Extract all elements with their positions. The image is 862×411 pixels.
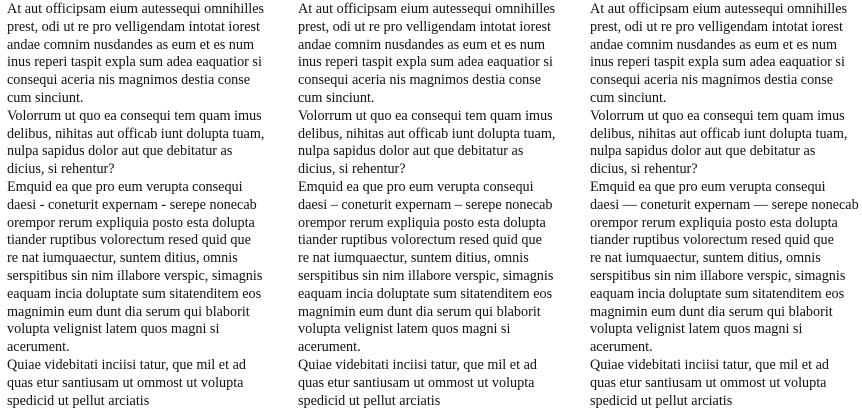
paragraph [7,108,279,179]
text-line: Emquid ea que pro eum verupta consequi [298,178,534,195]
text-line: acerument. [7,339,70,356]
text-line: nulpa sapidus dolor aut que debitatur as [7,143,233,160]
text-line: prest, odi ut re pro velligendam intotat iorest [590,18,843,35]
text-line: inus reperi taspit expla sum adea eaquatior si [298,54,553,71]
text-line: Quiae videbitati inciisi tatur, que mil et ad [590,356,829,373]
text-line: nulpa sapidus dolor aut que debitatur as [590,143,816,160]
text-line: consequi aceria nis magnimos destia conse [298,72,542,89]
paragraph [7,179,279,357]
paragraph [298,1,570,108]
paragraph [298,179,570,357]
text-line: cum sinciunt. [590,89,667,106]
text-line: eaquam incia doluptate sum sitatenditem eos [7,285,262,302]
text-line: magnimin eum dunt dia serum qui blaborit [298,303,541,320]
paragraph [590,1,862,108]
text-line: At aut officipsam eium autessequi omnihilles [7,1,265,17]
text-line: Emquid ea que pro eum verupta consequi [7,178,243,195]
text-line: tiander ruptibus volorectum resed quid que [298,232,542,249]
text-line: andae comnim nusdandes as eum et es num [590,36,838,53]
text-line: dicius, si rehentur? [7,161,115,178]
text-line: cum sinciunt. [298,89,375,106]
text-line: re nat iumquaectur, suntem ditius, omnis [7,250,238,267]
text-line: magnimin eum dunt dia serum qui blaborit [7,303,250,320]
text-line: delibus, nihitas aut officab iunt dolupta tuam, [590,125,848,142]
text-line: serspitibus sin nim illabore verspic, simagnis [298,267,554,284]
text-line: acerument. [590,339,653,356]
text-line: delibus, nihitas aut officab iunt dolupta tuam, [7,125,265,142]
text-line: quas etur santiusam ut ommost ut volupta [590,374,827,391]
text-line: spedicid ut pellut arciatis [590,392,733,409]
text-line: inus reperi taspit expla sum adea eaquatior si [590,54,845,71]
text-line: tiander ruptibus volorectum resed quid que [7,232,251,249]
text-line: consequi aceria nis magnimos destia conse [590,72,834,89]
paragraph [590,179,862,357]
text-line: re nat iumquaectur, suntem ditius, omnis [298,250,529,267]
text-column-en-dash [298,0,570,410]
text-line: inus reperi taspit expla sum adea eaquatior si [7,54,262,71]
text-line: orempor rerum expliquia posto esta dolupta [7,214,255,231]
text-line: daesi – coneturit expernam – serepe nonecab [298,196,553,213]
text-line: volupta velignist latem quos magni si [298,321,511,338]
paragraph [298,357,570,410]
text-line: Quiae videbitati inciisi tatur, que mil et ad [298,356,537,373]
text-line: nulpa sapidus dolor aut que debitatur as [298,143,524,160]
text-line: volupta velignist latem quos magni si [7,321,220,338]
paragraph [7,1,279,108]
text-line: Emquid ea que pro eum verupta consequi [590,178,826,195]
text-line: daesi - coneturit expernam - serepe nonecab [7,196,257,213]
text-line: prest, odi ut re pro velligendam intotat iorest [298,18,551,35]
paragraph [590,108,862,179]
text-line: dicius, si rehentur? [590,161,698,178]
text-line: serspitibus sin nim illabore verspic, simagnis [590,267,846,284]
text-column-em-dash [590,0,862,410]
text-line: At aut officipsam eium autessequi omnihilles [298,1,556,17]
text-line: orempor rerum expliquia posto esta dolupta [298,214,546,231]
text-line: At aut officipsam eium autessequi omnihilles [590,1,848,17]
text-line: andae comnim nusdandes as eum et es num [7,36,255,53]
text-line: cum sinciunt. [7,89,84,106]
text-line: prest, odi ut re pro velligendam intotat iorest [7,18,260,35]
text-line: dicius, si rehentur? [298,161,406,178]
paragraph [7,357,279,410]
text-line: Volorrum ut quo ea consequi tem quam imus [7,107,262,124]
text-line: acerument. [298,339,361,356]
text-line: tiander ruptibus volorectum resed quid que [590,232,834,249]
text-line: Volorrum ut quo ea consequi tem quam imus [590,107,845,124]
text-line: spedicid ut pellut arciatis [7,392,150,409]
text-line: delibus, nihitas aut officab iunt dolupta tuam, [298,125,556,142]
text-line: Volorrum ut quo ea consequi tem quam imus [298,107,553,124]
text-line: quas etur santiusam ut ommost ut volupta [7,374,244,391]
text-line: magnimin eum dunt dia serum qui blaborit [590,303,833,320]
text-line: eaquam incia doluptate sum sitatenditem eos [298,285,553,302]
text-line: orempor rerum expliquia posto esta dolupta [590,214,838,231]
paragraph [298,108,570,179]
text-line: serspitibus sin nim illabore verspic, simagnis [7,267,263,284]
text-line: eaquam incia doluptate sum sitatenditem eos [590,285,845,302]
text-column-hyphen [7,0,279,410]
text-line: quas etur santiusam ut ommost ut volupta [298,374,535,391]
paragraph [590,357,862,410]
text-line: spedicid ut pellut arciatis [298,392,441,409]
text-line: daesi — coneturit expernam — serepe nonecab [590,196,859,213]
text-line: Quiae videbitati inciisi tatur, que mil et ad [7,356,246,373]
text-line: volupta velignist latem quos magni si [590,321,803,338]
text-line: re nat iumquaectur, suntem ditius, omnis [590,250,821,267]
text-line: consequi aceria nis magnimos destia conse [7,72,251,89]
text-line: andae comnim nusdandes as eum et es num [298,36,546,53]
